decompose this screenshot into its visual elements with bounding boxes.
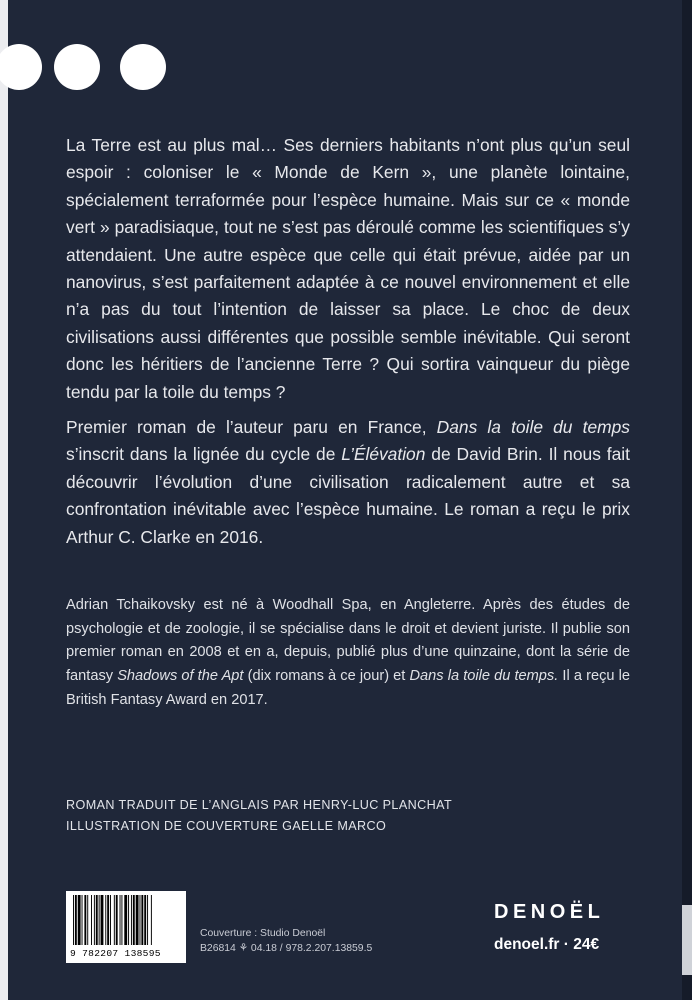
publisher-logo: DENOËL: [494, 901, 605, 923]
barcode-bar: [121, 895, 122, 945]
bio-text-b: (dix romans à ce jour) et: [243, 668, 410, 685]
decorative-dot-1: [0, 44, 42, 90]
series-title: Shadows of the Apt: [117, 668, 244, 685]
summary-text-b: s’inscrit dans la lignée du cycle de: [66, 444, 342, 465]
barcode-bar: [96, 895, 98, 945]
summary-text-a: Premier roman de l’auteur paru en France,: [66, 417, 437, 437]
barcode-bar: [107, 895, 109, 945]
barcode-bar: [101, 895, 104, 945]
barcode-bar: [128, 895, 129, 945]
credits: [66, 795, 452, 837]
bio-text-a: Adrian Tchaikovsky est né à Woodhall Spa, en Angleterre. Après des études de psychologie et de zoologie, il se spécialise dans le droit et devient juriste. Il publie son premier roman en 2008 et en a, depuis, publié plus d’une quinzaine, dont la série de fantasy: [66, 597, 630, 685]
bio-text-c: Il a reçu le British Fantasy Award en 2017.: [66, 668, 630, 708]
barcode-bar: [120, 895, 121, 945]
barcode-bar: [133, 895, 135, 945]
barcode-bars: [71, 895, 181, 947]
barcode-bar: [116, 895, 118, 945]
barcode-bar: [124, 895, 127, 945]
illustration-credit: ILLUSTRATION DE COUVERTURE GAELLE MARCO: [66, 819, 387, 833]
bio-book-title: Dans la toile du temps.: [409, 668, 559, 685]
translation-credit: ROMAN TRADUIT DE L’ANGLAIS PAR HENRY-LUC PLANCHAT: [66, 798, 453, 812]
right-page-edge: [682, 0, 692, 1000]
barcode-bar: [140, 895, 141, 945]
cycle-title: L’Élévation: [341, 444, 426, 465]
left-page-edge: [0, 0, 8, 1000]
decorative-dot-2: [54, 44, 100, 90]
summary-paragraph-1: La Terre est au plus mal… Ses derniers habitants n’ont plus qu’un seul espoir : coloniser le « Monde de Kern », une planète lointaine, spécialement terraformée pour l’espèce humaine. Mais sur ce « monde vert » paradisiaque, tout ne s’est pas déroulé comme les scientifiques s’y attendaient. Une autre espèce que celle qui était prévue, aidée par un nanovirus, s’est parfaitement adaptée à ce nouvel environnement et elle n’a pas du tout l’intention de laisser sa place. Le choc de deux civilisations aussi différentes que possible semble inévitable. Qui seront donc les héritiers de l’ancienne Terre ? Qui sortira vainqueur du piège tendu par la toile du temps ?: [66, 135, 630, 402]
barcode-bar: [105, 895, 106, 945]
summary-text-c: de David Brin. Il nous fait découvrir l’évolution d’une civilisation radicalement autre et sa confrontation inévitable avec l’espèce humaine. Le roman a reçu le prix Arthur C. Clarke en 2016.: [66, 444, 630, 547]
right-edge-light-strip: [682, 905, 692, 975]
barcode-bar: [73, 895, 74, 945]
decorative-dot-3: [120, 44, 166, 90]
barcode-bar: [91, 895, 92, 945]
barcode-bar: [84, 895, 86, 945]
barcode-bar: [75, 895, 77, 945]
barcode-bar: [151, 895, 152, 945]
reference-number: B26814 ⚘ 04.18 / 978.2.207.13859.5: [200, 943, 373, 954]
barcode-bar: [147, 895, 148, 945]
barcode-bar: [114, 895, 115, 945]
barcode-bar: [141, 895, 143, 945]
publisher-site-and-price: denoel.fr · 24€: [494, 936, 600, 953]
author-bio: [66, 594, 630, 713]
barcode-bar: [94, 895, 95, 945]
cover-design-credit: Couverture : Studio Denoël: [200, 928, 326, 939]
barcode-bar: [144, 895, 146, 945]
barcode-bar: [131, 895, 132, 945]
barcode-bar: [136, 895, 139, 945]
barcode: [66, 891, 186, 963]
barcode-bar: [99, 895, 100, 945]
barcode-bar: [78, 895, 81, 945]
isbn-digits: 9 782207 138595: [70, 948, 161, 959]
barcode-bar: [82, 895, 83, 945]
book-title: Dans la toile du temps: [436, 417, 630, 437]
barcode-bar: [87, 895, 88, 945]
barcode-bar: [110, 895, 111, 945]
summary-paragraph-2: [66, 414, 630, 551]
